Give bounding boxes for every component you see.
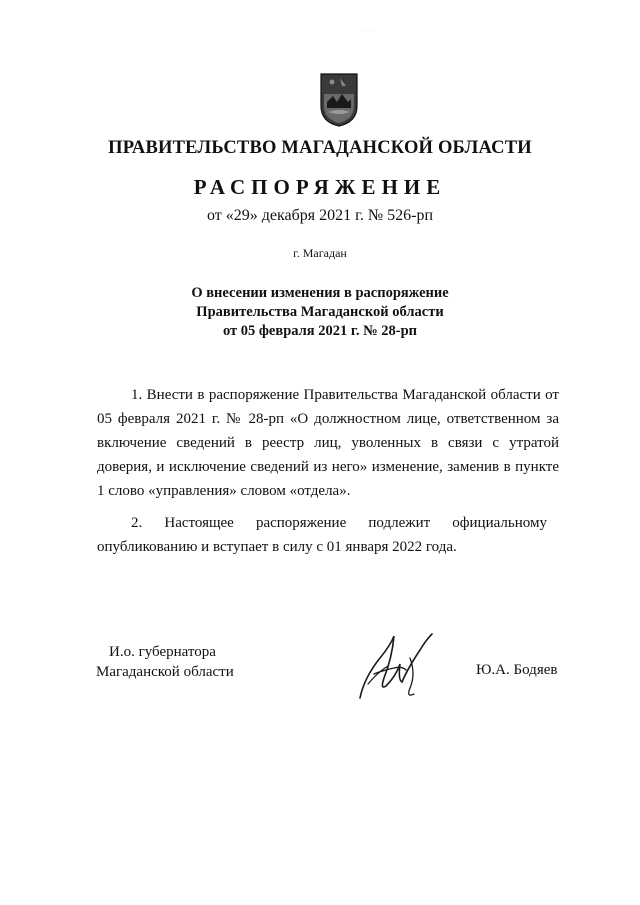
paragraph-2-first-line bbox=[97, 511, 559, 535]
signatory-position bbox=[96, 642, 234, 682]
document-type: РАСПОРЯЖЕНИЕ bbox=[193, 175, 447, 199]
scan-artifact bbox=[360, 30, 380, 32]
coat-of-arms-icon bbox=[318, 72, 360, 128]
paragraph-2-rest: опубликованию и вступает в силу с 01 января 2022 года. bbox=[97, 539, 457, 555]
subject-line: О внесении изменения в распоряжение bbox=[191, 285, 449, 301]
paragraph-number: 2. bbox=[131, 515, 143, 531]
subject-line: Правительства Магаданской области bbox=[196, 304, 444, 320]
signatory-name: Ю.А. Бодяев bbox=[476, 662, 558, 678]
body-paragraph-1: 1. Внести в распоряжение Правительства Магаданской области от 05 февраля 2021 г. № 28-рп «О должностном лице, ответственном за включение сведений в реестр лиц, уволенных в связи с утратой доверия, и исключение сведений из него» изменение, заменив в пункте 1 слово «управления» словом «отдела». bbox=[97, 387, 559, 499]
body-paragraph-2 bbox=[97, 511, 559, 559]
government-title: ПРАВИТЕЛЬСТВО МАГАДАНСКОЙ ОБЛАСТИ bbox=[108, 138, 532, 158]
document-place: г. Магадан bbox=[293, 246, 347, 260]
document-date-number: от «29» декабря 2021 г. № 526-рп bbox=[206, 207, 434, 224]
paragraph-word: Настоящее bbox=[164, 515, 234, 531]
subject-line: от 05 февраля 2021 г. № 28-рп bbox=[222, 323, 418, 339]
document-subject bbox=[0, 284, 640, 341]
paragraph-word: официальному bbox=[452, 515, 547, 531]
position-line: И.о. губернатора bbox=[109, 644, 216, 660]
paragraph-word: подлежит bbox=[368, 515, 431, 531]
document-body bbox=[97, 383, 559, 559]
paragraph-word: распоряжение bbox=[255, 515, 347, 531]
handwritten-signature bbox=[350, 628, 440, 708]
position-line: Магаданской области bbox=[96, 664, 234, 680]
